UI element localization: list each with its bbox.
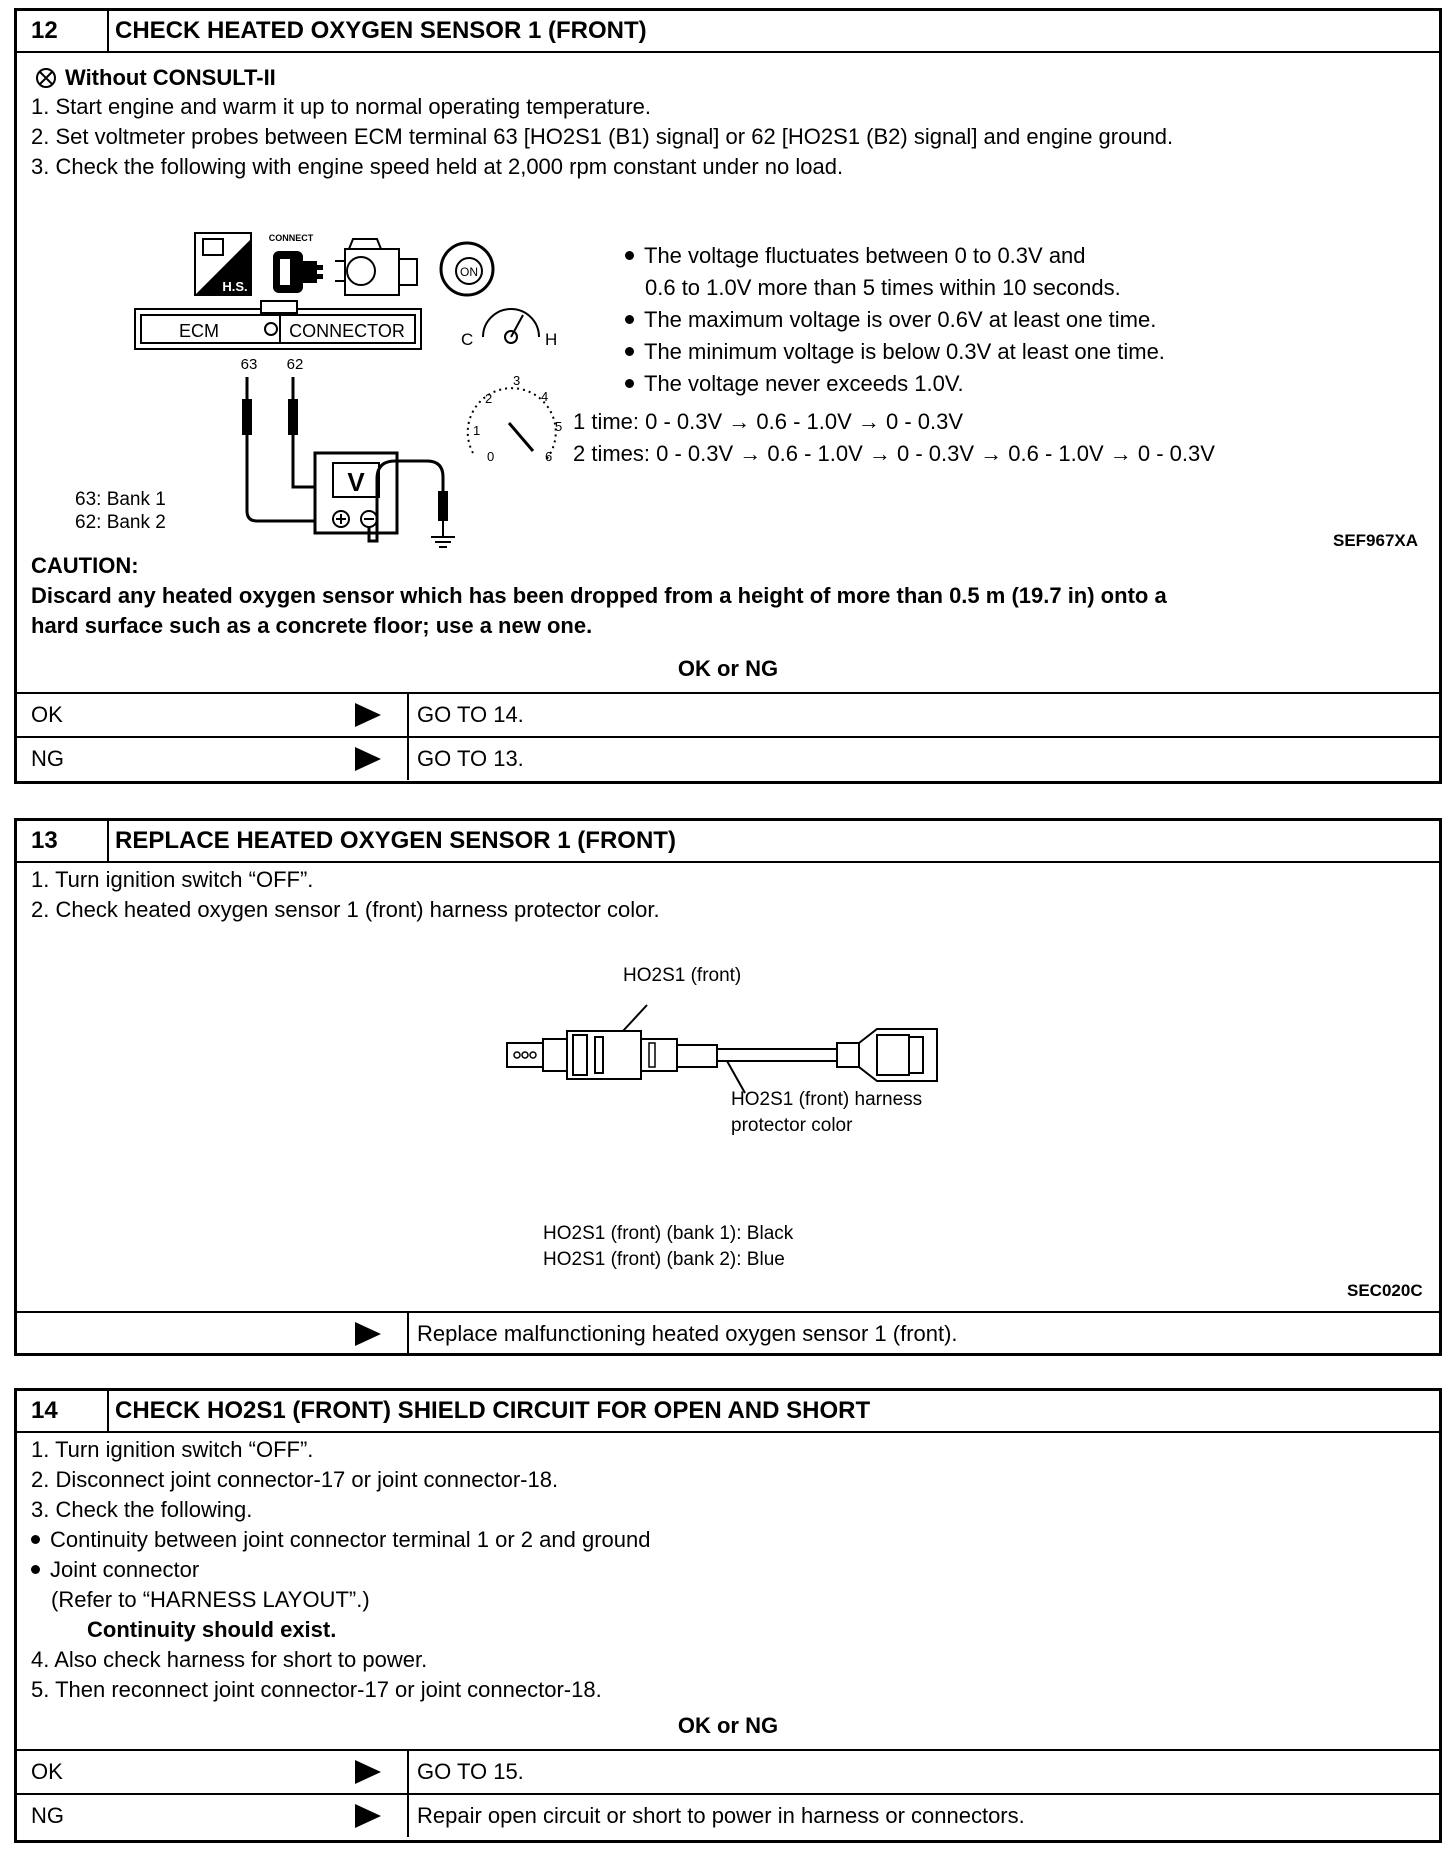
step-item: 3. Check the following with engine speed held at 2,000 rpm constant under no load. bbox=[31, 154, 844, 179]
step-item: 2. Set voltmeter probes between ECM terminal 63 [HO2S1 (B1) signal] or 62 [HO2S1 (B2) signal] and engine ground. bbox=[31, 124, 1174, 149]
step-item: 2. Check heated oxygen sensor 1 (front) harness protector color. bbox=[31, 897, 660, 922]
harness-label: protector color bbox=[731, 1115, 853, 1136]
step-item: 1. Start engine and warm it up to normal operating temperature. bbox=[31, 94, 652, 119]
result-label: OK bbox=[31, 1759, 63, 1784]
result-action: Replace malfunctioning heated oxygen sensor 1 (front). bbox=[417, 1321, 958, 1346]
result-action: Repair open circuit or short to power in harness or connectors. bbox=[417, 1803, 1025, 1828]
figure-code: SEC020C bbox=[1347, 1281, 1423, 1300]
temp-hot-label: H bbox=[545, 330, 558, 349]
criteria-item: The voltage never exceeds 1.0V. bbox=[625, 369, 964, 399]
ok-or-ng-label: OK or NG bbox=[677, 1713, 779, 1738]
pattern-1: 1 time: 0 - 0.3V → 0.6 - 1.0V → 0 - 0.3V bbox=[573, 409, 964, 434]
harness-label: HO2S1 (front) harness bbox=[731, 1089, 923, 1110]
arrow-right-icon bbox=[355, 747, 381, 771]
step-14-header bbox=[17, 1391, 1439, 1433]
step-item: 4. Also check harness for short to power. bbox=[31, 1647, 428, 1672]
result-label: NG bbox=[31, 1803, 64, 1828]
bullet-item: Joint connector bbox=[31, 1555, 199, 1585]
temp-cold-label: C bbox=[461, 330, 474, 349]
result-row-ok[interactable] bbox=[17, 692, 1439, 736]
tach-tick: 3 bbox=[513, 373, 521, 388]
step-item: 5. Then reconnect joint connector-17 or joint connector-18. bbox=[31, 1677, 602, 1702]
connect-icon bbox=[269, 233, 323, 293]
tach-tick: 0 bbox=[487, 449, 495, 464]
step-item: 1. Turn ignition switch “OFF”. bbox=[31, 1437, 314, 1462]
terminal-63: 63 bbox=[240, 356, 258, 373]
result-row-ok[interactable] bbox=[17, 1749, 1439, 1793]
tach-tick: 6 bbox=[545, 449, 553, 464]
meter-label: V bbox=[347, 467, 365, 497]
result-action: GO TO 13. bbox=[417, 746, 524, 771]
bank-1-color: HO2S1 (front) (bank 1): Black bbox=[543, 1223, 794, 1244]
continuity-spec: Continuity should exist. bbox=[87, 1617, 337, 1642]
subtitle: Without CONSULT-II bbox=[65, 65, 276, 90]
refer-note: (Refer to “HARNESS LAYOUT”.) bbox=[51, 1587, 370, 1612]
step-14-panel bbox=[14, 1388, 1442, 1843]
tach-tick: 4 bbox=[541, 389, 549, 404]
arrow-right-icon bbox=[355, 703, 381, 727]
terminal-62: 62 bbox=[286, 356, 304, 373]
bank-2-color: HO2S1 (front) (bank 2): Blue bbox=[543, 1249, 785, 1270]
ho2s1-sensor-diagram bbox=[497, 991, 997, 1101]
criteria-item: The minimum voltage is below 0.3V at least one time. bbox=[625, 337, 1165, 367]
bullet-item: Continuity between joint connector terminal 1 or 2 and ground bbox=[31, 1525, 650, 1555]
arrow-right-icon bbox=[355, 1804, 381, 1828]
tach-tick: 5 bbox=[555, 419, 563, 434]
step-number: 13 bbox=[17, 821, 109, 861]
hs-icon bbox=[195, 233, 251, 295]
ok-or-ng-label: OK or NG bbox=[677, 656, 779, 681]
result-row-ng[interactable] bbox=[17, 1793, 1439, 1837]
on-label: ON bbox=[460, 265, 478, 279]
arrow-right-icon bbox=[355, 1760, 381, 1784]
result-label: NG bbox=[31, 746, 64, 771]
tach-tick: 2 bbox=[485, 391, 493, 406]
figure-code: SEF967XA bbox=[1333, 531, 1419, 550]
ecm-label: ECM bbox=[179, 321, 219, 341]
connect-label: CONNECT bbox=[268, 233, 314, 243]
result-label: OK bbox=[31, 702, 63, 727]
step-12-panel bbox=[14, 8, 1442, 784]
connector-label: CONNECTOR bbox=[289, 321, 405, 341]
sensor-label: HO2S1 (front) bbox=[623, 965, 742, 986]
pattern-2: 2 times: 0 - 0.3V → 0.6 - 1.0V → 0 - 0.3V → 0.6 - 1.0V → 0 - 0.3V bbox=[573, 441, 1215, 466]
no-consult-icon bbox=[35, 67, 57, 89]
result-row[interactable] bbox=[17, 1311, 1439, 1355]
result-action: GO TO 15. bbox=[417, 1759, 524, 1784]
result-action: GO TO 14. bbox=[417, 702, 524, 727]
step-item: 3. Check the following. bbox=[31, 1497, 253, 1522]
tach-tick: 1 bbox=[473, 423, 481, 438]
result-row-ng[interactable] bbox=[17, 736, 1439, 780]
criteria-item: The voltage fluctuates between 0 to 0.3V and bbox=[625, 241, 1086, 271]
hs-label: H.S. bbox=[222, 279, 248, 294]
step-item: 2. Disconnect joint connector-17 or joint connector-18. bbox=[31, 1467, 559, 1492]
step-13-panel bbox=[14, 818, 1442, 1356]
step-12-header bbox=[17, 11, 1439, 53]
step-number: 12 bbox=[17, 11, 109, 51]
engine-icon bbox=[335, 239, 417, 295]
ignition-on-icon bbox=[441, 243, 493, 295]
arrow-right-icon bbox=[355, 1322, 381, 1346]
step-item: 1. Turn ignition switch “OFF”. bbox=[31, 867, 314, 892]
criteria-item: 0.6 to 1.0V more than 5 times within 10 seconds. bbox=[645, 275, 1121, 300]
step-number: 14 bbox=[17, 1391, 109, 1431]
step-title: CHECK HO2S1 (FRONT) SHIELD CIRCUIT FOR OPEN AND SHORT bbox=[115, 1397, 871, 1424]
bank-2-label: 62: Bank 2 bbox=[75, 512, 166, 533]
step-13-header bbox=[17, 821, 1439, 863]
step-title: REPLACE HEATED OXYGEN SENSOR 1 (FRONT) bbox=[115, 827, 676, 854]
caution-text: hard surface such as a concrete floor; use a new one. bbox=[31, 613, 593, 638]
criteria-item: The maximum voltage is over 0.6V at least one time. bbox=[625, 305, 1156, 335]
step-title: CHECK HEATED OXYGEN SENSOR 1 (FRONT) bbox=[115, 17, 647, 44]
caution-text: Discard any heated oxygen sensor which has been dropped from a height of more than 0.5 m (19.7 in) onto a bbox=[31, 583, 1167, 608]
caution-label: CAUTION: bbox=[31, 553, 139, 578]
bank-1-label: 63: Bank 1 bbox=[75, 489, 166, 510]
